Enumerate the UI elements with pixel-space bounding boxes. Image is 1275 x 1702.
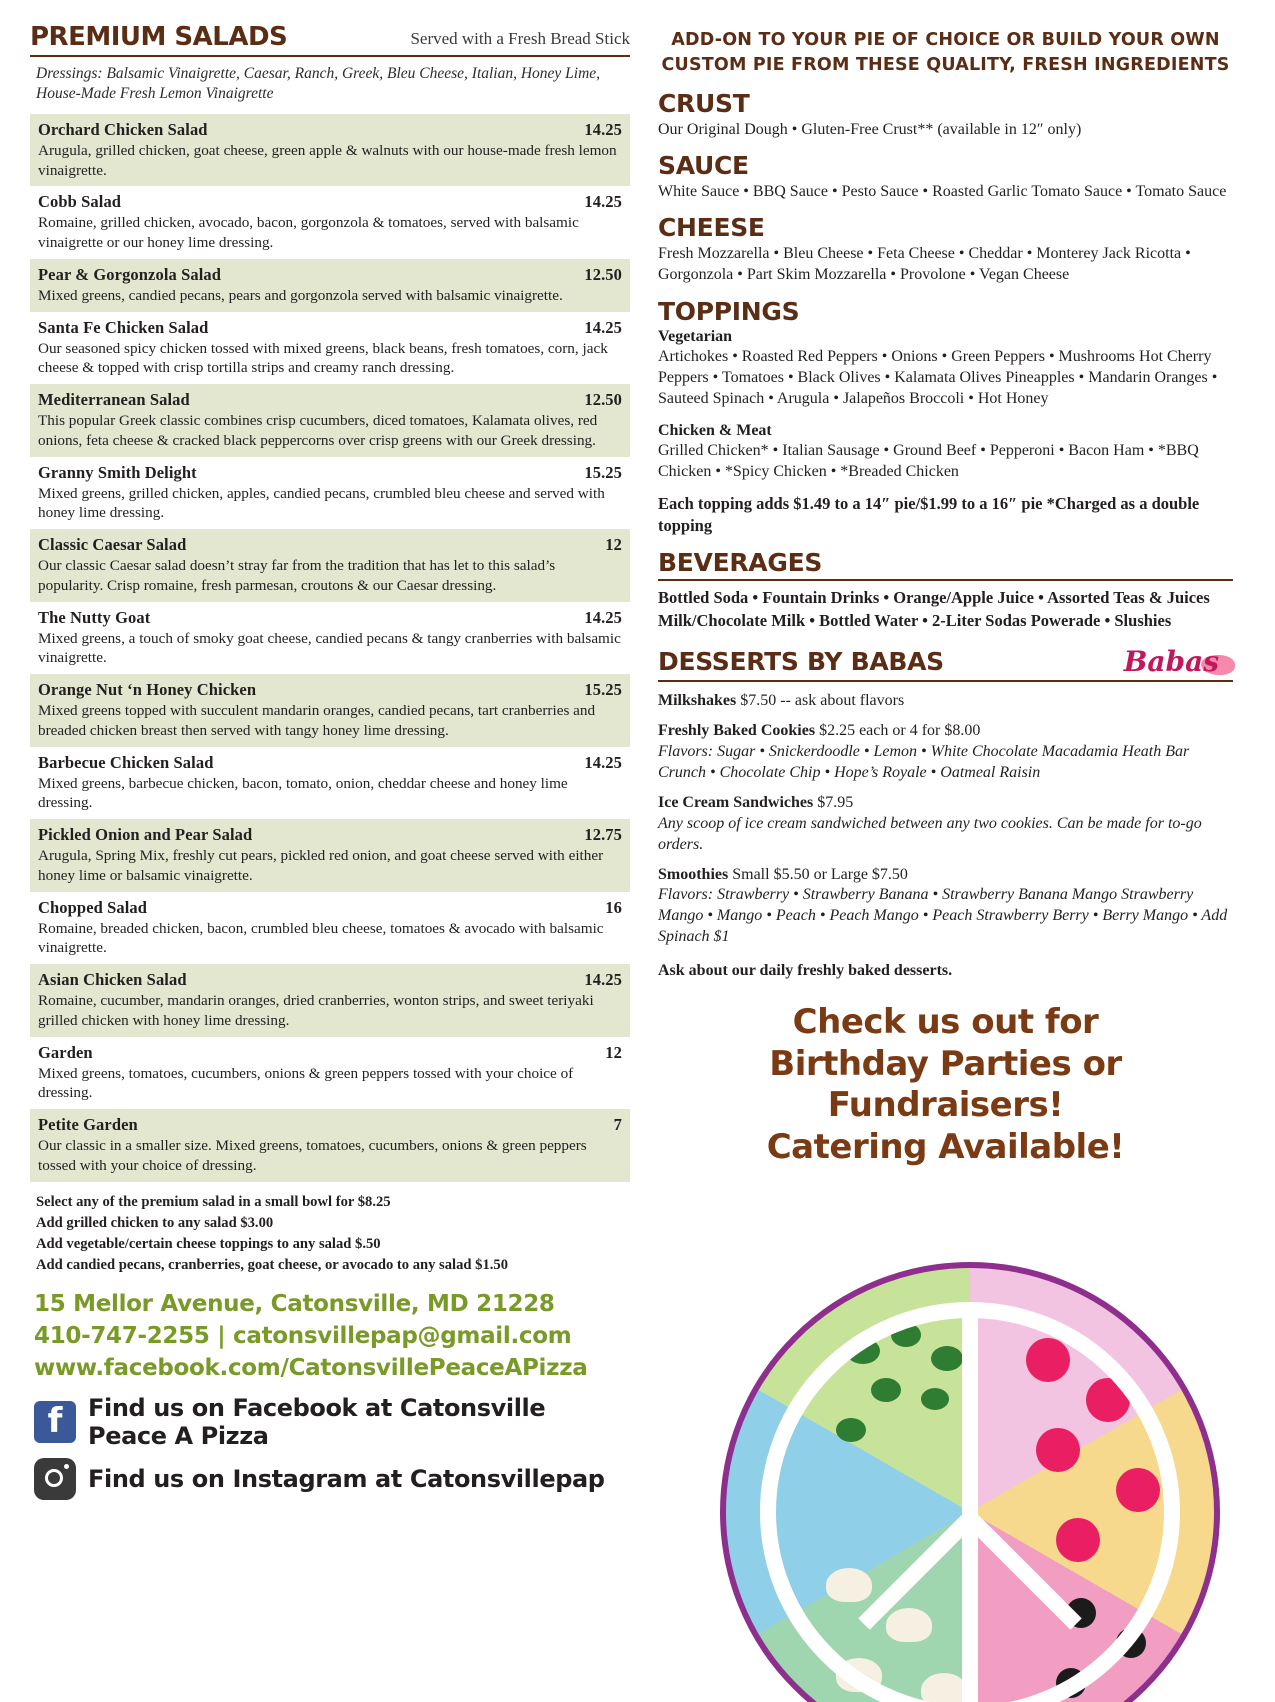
item-name: Garden — [38, 1042, 93, 1062]
item-name: Pickled Onion and Pear Salad — [38, 825, 253, 845]
menu-item — [30, 186, 630, 259]
menu-item — [30, 457, 630, 530]
promo-block — [658, 1002, 1233, 1168]
item-name: Orchard Chicken Salad — [38, 119, 208, 139]
item-description: Our classic in a smaller size. Mixed greens, tomatoes, cucumbers, onions & green peppers tossed with your choice of dressing. — [38, 1137, 587, 1174]
item-price: 14.25 — [584, 607, 622, 627]
note-line: Add candied pecans, cranberries, goat cheese, or avocado to any salad $1.50 — [36, 1257, 508, 1274]
item-description: Arugula, grilled chicken, goat cheese, green apple & walnuts with our house-made fresh lemon vinaigrette. — [38, 141, 617, 179]
item-name: Petite Garden — [38, 1115, 138, 1135]
menu-item — [30, 259, 630, 312]
item-price: 15.25 — [584, 462, 622, 482]
topping-charge-note: Each topping adds $1.49 to a 14″ pie/$1.99 to a 16″ pie *Charged as a double topping — [658, 494, 1200, 536]
crust-body: Our Original Dough • Gluten-Free Crust** (available in 12″ only) — [658, 120, 1082, 138]
peace-bar-vertical — [962, 1308, 978, 1702]
instagram-label: Find us on Instagram at Catonsvillepap — [88, 1465, 605, 1494]
item-description: Mixed greens topped with succulent mandarin oranges, candied pecans, tart cranberries and breaded chicken breast then served with tangy honey lime dressing. — [38, 702, 596, 739]
item-name: Chopped Salad — [38, 897, 148, 917]
item-price: 12.50 — [584, 390, 622, 410]
desserts-title: DESSERTS BY BABAS — [658, 646, 944, 676]
item-price: 12.50 — [584, 264, 622, 284]
item-description: Mixed greens, grilled chicken, apples, candied pecans, crumbled bleu cheese and served with honey lime dressing. — [38, 484, 605, 522]
item-price: 7 — [613, 1115, 622, 1135]
item-name: Granny Smith Delight — [38, 462, 197, 482]
dessert-item — [658, 691, 1233, 712]
instagram-row[interactable] — [34, 1458, 630, 1500]
beverages-body: Bottled Soda • Fountain Drinks • Orange/Apple Juice • Assorted Teas & Juices Milk/Chocolate Milk • Bottled Water • 2-Liter Sodas Powerade • Slushies — [658, 588, 1210, 631]
menu-item — [30, 747, 630, 820]
menu-item — [30, 602, 630, 675]
menu-item — [30, 674, 630, 747]
item-price: 12 — [605, 1042, 622, 1062]
facebook-url[interactable]: www.facebook.com/CatonsvillePeaceAPizza — [34, 1354, 588, 1381]
dessert-flavors: Flavors: Strawberry • Strawberry Banana • Strawberry Banana Mango Strawberry Mango • Mango • Peach • Peach Mango • Peach Strawberry Berry • Berry Mango • Add Spinach $1 — [658, 886, 1228, 946]
menu-item — [30, 819, 630, 892]
item-price: 14.25 — [584, 317, 622, 337]
dessert-price: $7.95 — [817, 793, 854, 811]
item-description: Romaine, grilled chicken, avocado, bacon, gorgonzola & tomatoes, served with balsamic vinaigrette or our honey lime dressing. — [38, 214, 579, 252]
item-price: 14.25 — [584, 970, 622, 990]
dessert-name: Smoothies — [658, 865, 729, 883]
item-description: This popular Greek classic combines crisp cucumbers, diced tomatoes, Kalamata olives, red onions, feta cheese & cracked black peppercorns over crisp greens with our Greek dressing. — [38, 412, 598, 449]
item-price: 16 — [605, 897, 622, 917]
sauce-body: White Sauce • BBQ Sauce • Pesto Sauce • Roasted Garlic Tomato Sauce • Tomato Sauce — [658, 182, 1227, 200]
item-price: 12.75 — [584, 825, 622, 845]
cheese-title: CHEESE — [658, 213, 765, 243]
menu-item — [30, 529, 630, 602]
menu-item — [30, 384, 630, 457]
ingredients-column — [658, 22, 1233, 1650]
salad-items — [30, 114, 630, 1182]
toppings-title: TOPPINGS — [658, 296, 800, 326]
sauce-title: SAUCE — [658, 150, 749, 180]
babas-logo: Babas — [1124, 645, 1233, 678]
menu-item — [30, 1037, 630, 1110]
item-name: Classic Caesar Salad — [38, 535, 187, 555]
dessert-item — [658, 721, 1233, 784]
meat-toppings: Grilled Chicken* • Italian Sausage • Ground Beef • Pepperoni • Bacon Ham • *BBQ Chicken • *Spicy Chicken • *Breaded Chicken — [658, 441, 1199, 480]
item-name: Asian Chicken Salad — [38, 970, 187, 990]
desserts-header — [658, 645, 1233, 678]
dessert-flavors: Any scoop of ice cream sandwiched between any two cookies. Can be made for to-go orders. — [658, 814, 1202, 853]
item-price: 14.25 — [584, 192, 622, 212]
dessert-name: Ice Cream Sandwiches — [658, 793, 814, 811]
item-description: Our classic Caesar salad doesn’t stray far from the tradition that has let to this salad’s popularity. Crisp romaine, fresh parmesan, croutons & our Caesar dressing. — [38, 557, 556, 594]
salads-column — [30, 22, 630, 1650]
menu-item — [30, 1109, 630, 1182]
menu-item — [30, 312, 630, 385]
beverages-divider — [658, 579, 1233, 581]
item-description: Mixed greens, a touch of smoky goat cheese, candied pecans & tangy cranberries with balsamic vinaigrette. — [38, 629, 621, 667]
promo-line-1: Check us out for — [792, 1002, 1099, 1043]
item-name: Barbecue Chicken Salad — [38, 752, 214, 772]
beverages-title: BEVERAGES — [658, 548, 823, 578]
item-description: Mixed greens, tomatoes, cucumbers, onions & green peppers tossed with your choice of dressing. — [38, 1064, 574, 1102]
menu-item — [30, 114, 630, 187]
item-price: 14.25 — [584, 752, 622, 772]
pizza-base — [720, 1262, 1220, 1702]
item-name: Mediterranean Salad — [38, 390, 190, 410]
contact-block — [34, 1289, 630, 1384]
dessert-name: Freshly Baked Cookies — [658, 721, 816, 739]
item-price: 14.25 — [584, 119, 622, 139]
menu-item — [30, 892, 630, 965]
note-line: Add grilled chicken to any salad $3.00 — [36, 1214, 274, 1231]
dressings-list: Dressings: Balsamic Vinaigrette, Caesar, Ranch, Greek, Bleu Cheese, Italian, Honey Lime, House-Made Fresh Lemon Vinaigrette — [36, 65, 601, 103]
vegetarian-toppings: Artichokes • Roasted Red Peppers • Onions • Green Peppers • Mushrooms Hot Cherry Peppers • Tomatoes • Black Olives • Kalamata Olives Pineapples • Mandarin Oranges • Sauteed Spinach • Arugula • Jalapeños Broccoli • Hot Honey — [658, 347, 1218, 408]
item-description: Romaine, cucumber, mandarin oranges, dried cranberries, wonton strips, and sweet teriyaki grilled chicken with honey lime dressing. — [38, 992, 594, 1029]
facebook-label: Find us on Facebook at Catonsville Peace A Pizza — [88, 1394, 546, 1451]
instagram-icon[interactable] — [34, 1458, 76, 1500]
item-price: 15.25 — [584, 680, 622, 700]
peace-pizza-graphic — [720, 1262, 1220, 1702]
dessert-item — [658, 793, 1233, 856]
address-line: 15 Mellor Avenue, Catonsville, MD 21228 — [34, 1291, 555, 1318]
note-line: Add vegetable/certain cheese toppings to any salad $.50 — [36, 1235, 381, 1252]
note-line: Select any of the premium salad in a small bowl for $8.25 — [36, 1193, 391, 1210]
addon-heading: ADD-ON TO YOUR PIE OF CHOICE OR BUILD YOUR OWN CUSTOM PIE FROM THESE QUALITY, FRESH INGREDIENTS — [661, 30, 1230, 75]
dessert-name: Milkshakes — [658, 691, 737, 709]
item-name: Orange Nut ‘n Honey Chicken — [38, 680, 257, 700]
desserts-divider — [658, 680, 1233, 682]
salads-header — [30, 22, 630, 57]
item-name: The Nutty Goat — [38, 607, 151, 627]
item-name: Santa Fe Chicken Salad — [38, 317, 209, 337]
facebook-icon[interactable]: f — [34, 1401, 76, 1443]
item-name: Pear & Gorgonzola Salad — [38, 264, 222, 284]
meat-label: Chicken & Meat — [658, 421, 772, 439]
item-description: Mixed greens, candied pecans, pears and gorgonzola served with balsamic vinaigrette. — [38, 286, 563, 304]
item-price: 12 — [605, 535, 622, 555]
cheese-body: Fresh Mozzarella • Bleu Cheese • Feta Cheese • Cheddar • Monterey Jack Ricotta • Gorgonzola • Part Skim Mozzarella • Provolone • Vegan Cheese — [658, 245, 1191, 284]
dessert-price: Small $5.50 or Large $7.50 — [732, 865, 908, 883]
promo-line-2: Birthday Parties or Fundraisers! — [769, 1043, 1122, 1126]
phone-email-line[interactable]: 410-747-2255 | catonsvillepap@gmail.com — [34, 1323, 572, 1350]
dessert-flavors: Flavors: Sugar • Snickerdoodle • Lemon • White Chocolate Macadamia Heath Bar Crunch • Chocolate Chip • Hope’s Royale • Oatmeal Raisin — [658, 742, 1190, 781]
salad-addon-notes — [36, 1192, 630, 1277]
item-description: Romaine, breaded chicken, bacon, crumbled bleu cheese, tomatoes & avocado with balsamic vinaigrette. — [38, 919, 604, 957]
dessert-item — [658, 865, 1233, 949]
item-name: Cobb Salad — [38, 192, 122, 212]
item-description: Arugula, Spring Mix, freshly cut pears, pickled red onion, and goat cheese served with either honey lime or balsamic vinaigrette. — [38, 847, 604, 884]
crust-title: CRUST — [658, 88, 750, 118]
facebook-row[interactable] — [34, 1394, 630, 1450]
menu-item — [30, 964, 630, 1037]
vegetarian-label: Vegetarian — [658, 327, 733, 345]
page-title: PREMIUM SALADS — [30, 22, 288, 52]
item-description: Our seasoned spicy chicken tossed with mixed greens, black beans, fresh tomatoes, corn, jack cheese & topped with crisp tortilla strips and creamy ranch dressing. — [38, 339, 608, 377]
item-description: Mixed greens, barbecue chicken, bacon, tomato, onion, cheddar cheese and honey lime dressing. — [38, 774, 568, 812]
dessert-price: $7.50 -- ask about flavors — [740, 691, 905, 709]
promo-line-3: Catering Available! — [766, 1126, 1125, 1167]
salads-subtitle: Served with a Fresh Bread Stick — [410, 29, 630, 48]
daily-desserts-note: Ask about our daily freshly baked desserts. — [658, 962, 953, 980]
dessert-price: $2.25 each or 4 for $8.00 — [819, 721, 981, 739]
